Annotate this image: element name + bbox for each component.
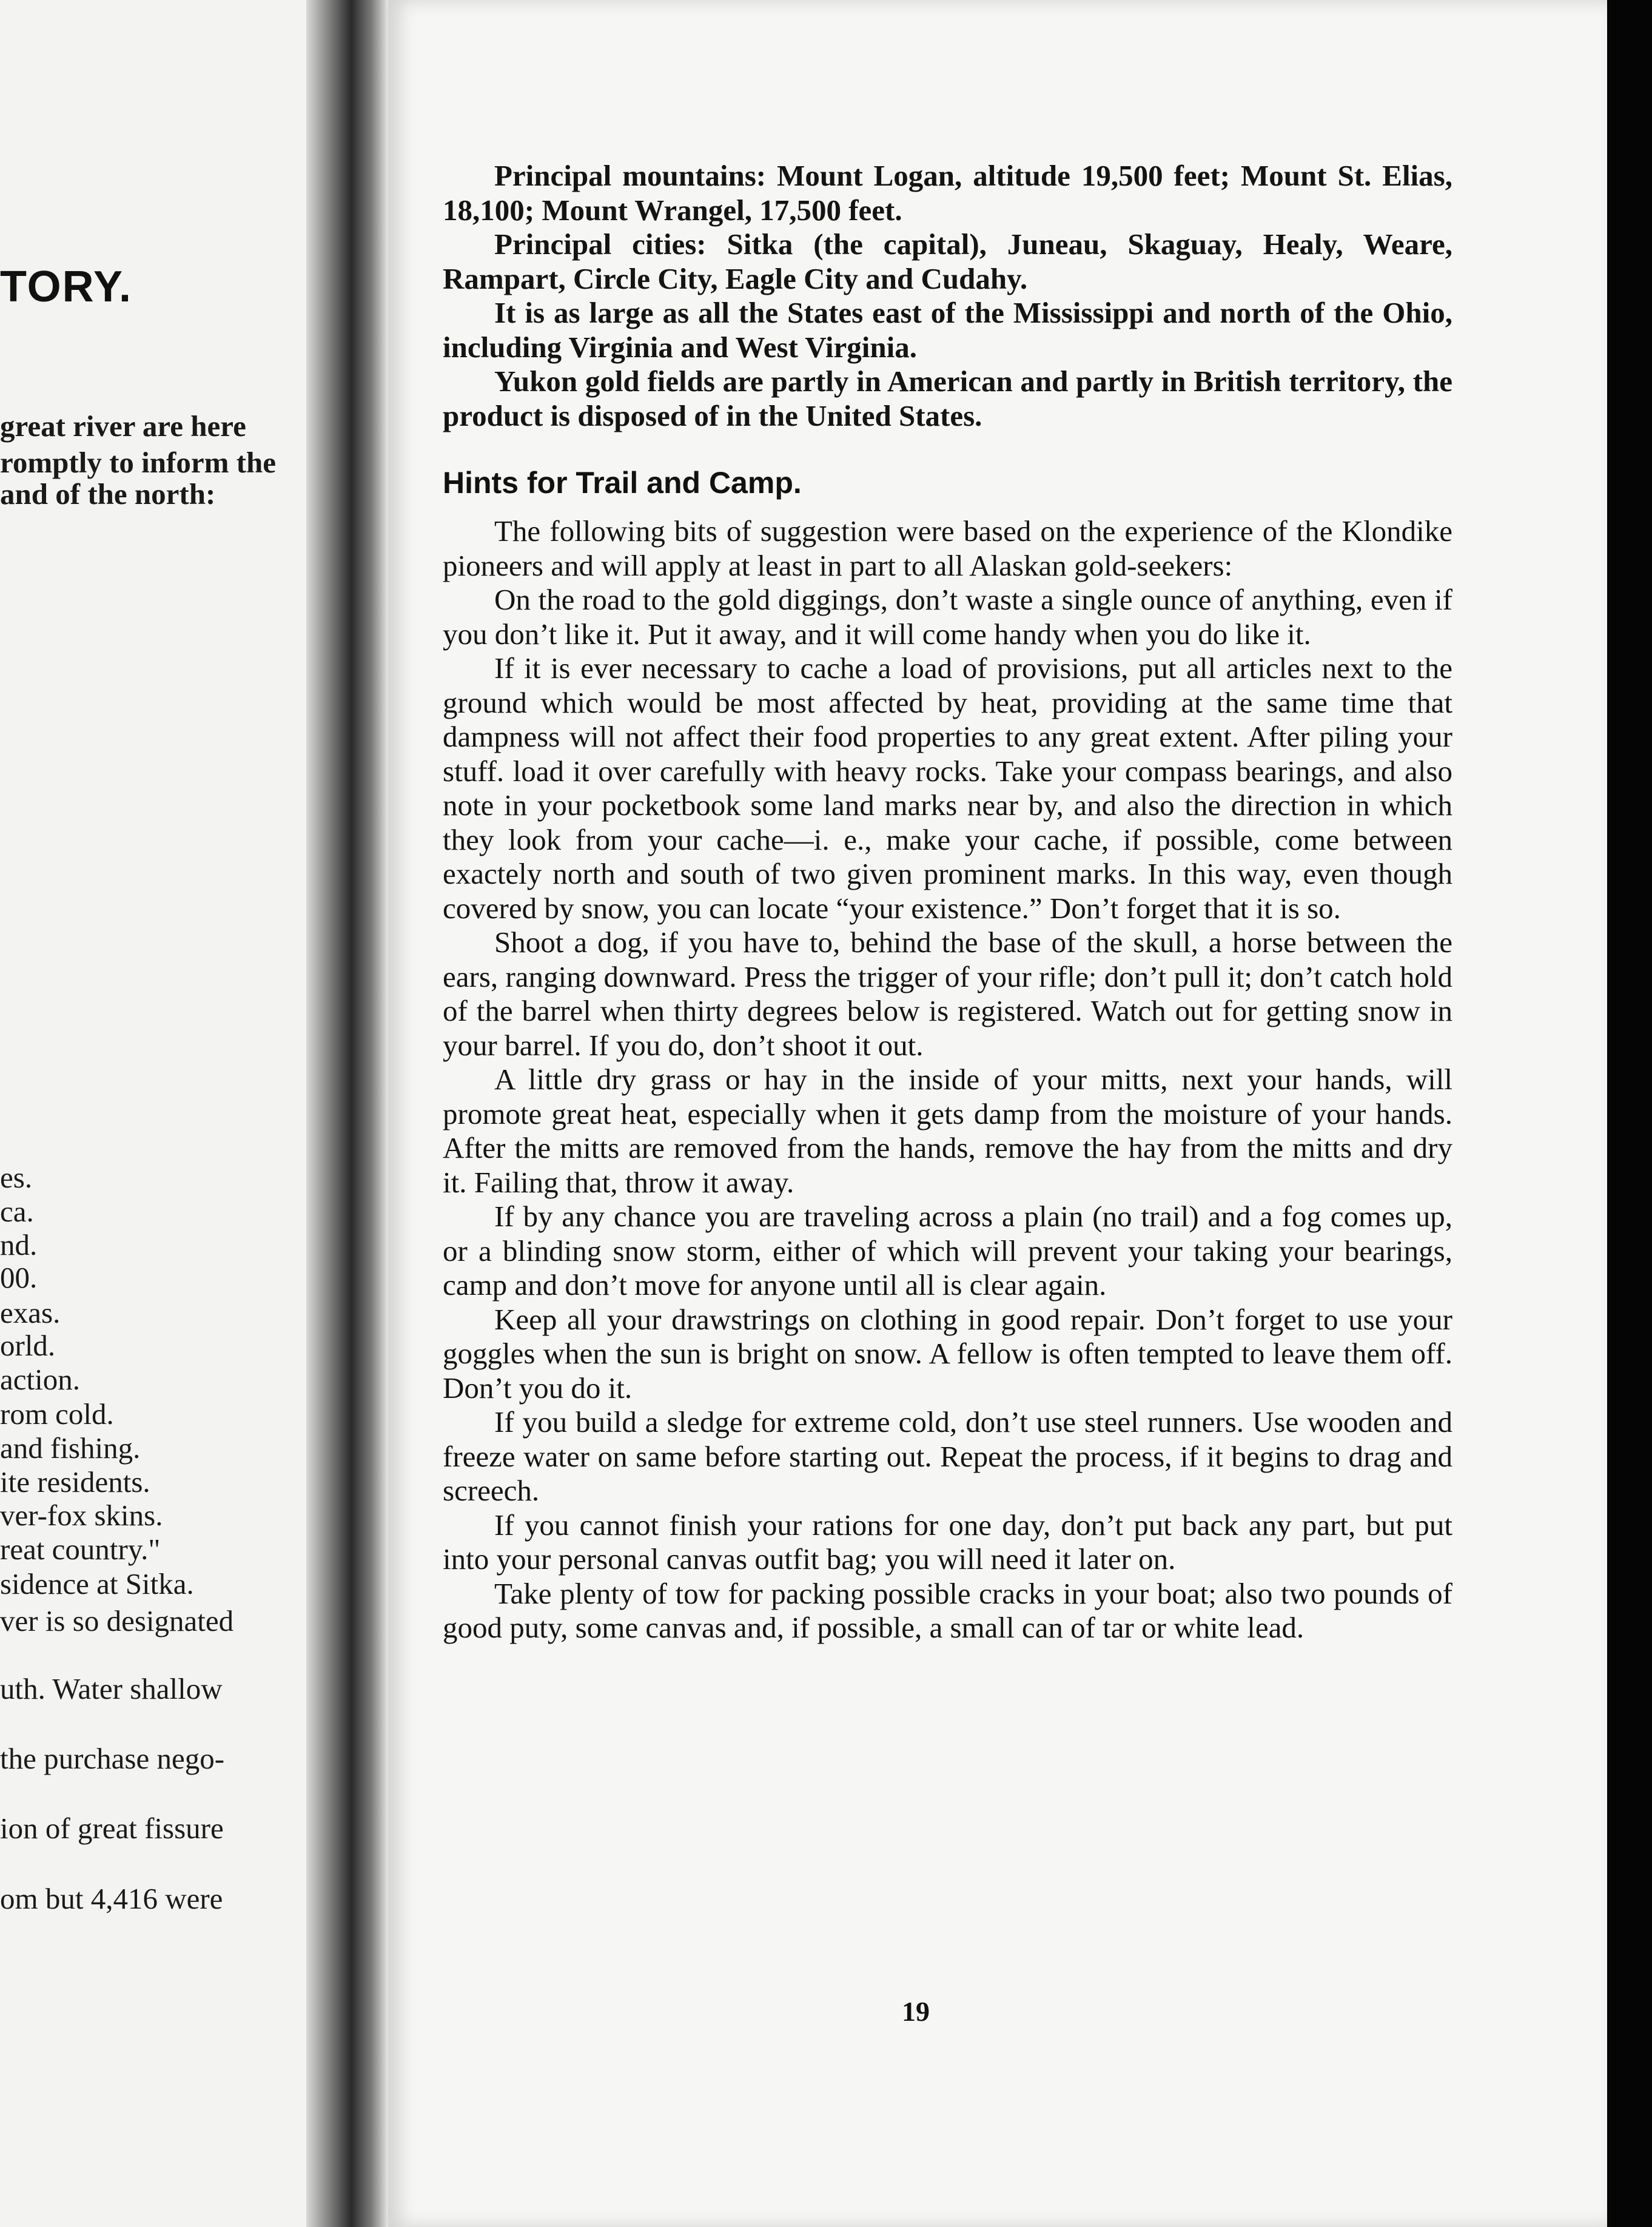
page-number: 19 xyxy=(902,1996,930,2027)
left-list-line: uth. Water shallow xyxy=(0,1672,223,1705)
body-paragraph: If you build a sledge for extreme cold, don’t use steel runners. Use wooden and freeze water on same before starting out. Repeat the process, if it begins to drag and screech. xyxy=(443,1405,1452,1507)
body-paragraph: The following bits of suggestion were based on the experience of the Klondike pioneers and will apply at least in part to all Alaskan gold-seekers: xyxy=(443,514,1452,582)
section-heading: Hints for Trail and Camp. xyxy=(443,466,802,500)
left-list-line: ion of great fissure xyxy=(0,1812,224,1845)
body-paragraph: If it is ever necessary to cache a load of provisions, put all articles next to the ground which would be most affected by heat, providing at the same time that dampness will not affect their food properties to any great extent. After piling your stuff. load it over carefully with heavy rocks. Take your compass bearings, and also note in your pocketbook some land marks near by, and also the direction in which they look from your cache—i. e., make your cache, if possible, come between exactely north and south of two given prominent marks. In this way, even though covered by snow, you can locate “your existence.” Don’t forget that it is so. xyxy=(443,651,1452,925)
body-paragraph: A little dry grass or hay in the inside of your mitts, next your hands, will promote great heat, especially when it gets damp from the moisture of your hands. After the mitts are removed from the hands, remove the hay from the mitts and dry it. Failing that, throw it away. xyxy=(443,1063,1452,1199)
left-intro-line: and of the north: xyxy=(0,477,216,511)
fact-paragraph: Yukon gold fields are partly in American and partly in British territory, the product is disposed of in the United States. xyxy=(443,364,1452,432)
left-list-line: orld. xyxy=(0,1329,56,1362)
left-list-line: exas. xyxy=(0,1296,61,1329)
fact-paragraph: It is as large as all the States east of the Mississippi and north of the Ohio, including Virginia and West Virginia. xyxy=(443,296,1452,364)
left-list-line: reat country." xyxy=(0,1533,161,1566)
left-list-line: ver is so designated xyxy=(0,1604,234,1638)
left-list-line: and fishing. xyxy=(0,1431,141,1465)
left-list-line: rom cold. xyxy=(0,1397,114,1431)
fact-paragraph: Principal cities: Sitka (the capital), Juneau, Skaguay, Healy, Weare, Rampart, Circle City, Eagle City and Cudahy. xyxy=(443,227,1452,295)
body-paragraph: Shoot a dog, if you have to, behind the base of the skull, a horse between the ears, ranging downward. Press the trigger of your rifle; don’t pull it; don’t catch hold of the barrel when thirty degrees below is registered. Watch out for getting snow in your barrel. If you do, don’t shoot it out. xyxy=(443,925,1452,1062)
right-page xyxy=(388,0,1607,2227)
left-intro-line: romptly to inform the xyxy=(0,446,276,479)
left-list-line: nd. xyxy=(0,1228,38,1261)
left-list-line: om but 4,416 were xyxy=(0,1882,223,1915)
left-intro-line: great river are here xyxy=(0,409,246,443)
body-paragraph: If by any chance you are traveling across a plain (no trail) and a fog comes up, or a blinding snow storm, either of which will prevent your taking your bearings, camp and don’t move for anyone until all is clear again. xyxy=(443,1200,1452,1302)
body-paragraph: On the road to the gold diggings, don’t waste a single ounce of anything, even if you don’t like it. Put it away, and it will come handy when you do like it. xyxy=(443,583,1452,651)
body-paragraph: Keep all your drawstrings on clothing in good repair. Don’t forget to use your goggles when the sun is bright on snow. A fellow is often tempted to leave them off. Don’t you do it. xyxy=(443,1302,1452,1405)
alaska-facts xyxy=(443,159,1452,433)
fact-paragraph: Principal mountains: Mount Logan, altitude 19,500 feet; Mount St. Elias, 18,100; Mount Wrangel, 17,500 feet. xyxy=(443,159,1452,227)
left-list-line: the purchase nego- xyxy=(0,1742,225,1775)
left-list-line: ca. xyxy=(0,1195,34,1228)
page-content xyxy=(443,159,1452,1645)
book-gutter xyxy=(306,0,388,2227)
left-list-line: sidence at Sitka. xyxy=(0,1567,194,1601)
body-paragraph: Take plenty of tow for packing possible cracks in your boat; also two pounds of good puty, some canvas and, if possible, a small can of tar or white lead. xyxy=(443,1576,1452,1644)
left-list-line: ite residents. xyxy=(0,1465,150,1499)
left-list-line: es. xyxy=(0,1161,33,1194)
left-list-line: 00. xyxy=(0,1261,38,1294)
hints-body xyxy=(443,514,1452,1645)
left-list-line: action. xyxy=(0,1363,80,1396)
body-paragraph: If you cannot finish your rations for one day, don’t put back any part, but put into your personal canvas outfit bag; you will need it later on. xyxy=(443,1508,1452,1576)
left-page-title: TORY. xyxy=(0,263,133,311)
left-list-line: ver-fox skins. xyxy=(0,1499,163,1532)
